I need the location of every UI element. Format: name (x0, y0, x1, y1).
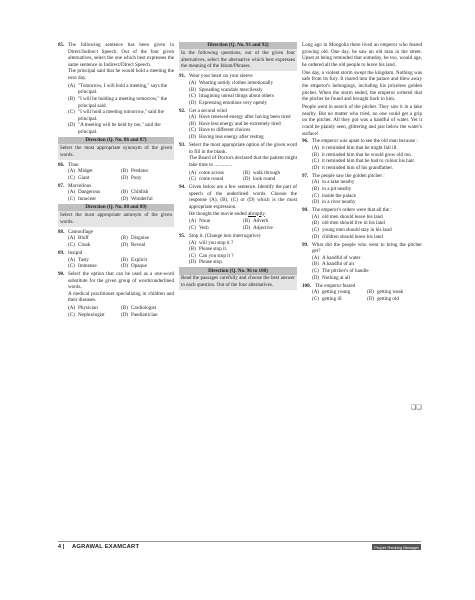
option-label: (A) (68, 189, 76, 196)
option-label: (C) (312, 192, 319, 199)
option-a (312, 289, 367, 296)
option-label: (B) (189, 86, 196, 93)
question-text: Insipid (68, 249, 83, 256)
option-label: (D) (312, 164, 320, 171)
option-label: (A) (189, 218, 197, 225)
option-text: Having less energy after resting (199, 134, 264, 141)
option-text: Can you stop it ? (199, 252, 234, 259)
option-c (68, 242, 121, 249)
option-label: (C) (68, 311, 75, 318)
column-3 (302, 42, 422, 304)
option-b (58, 96, 174, 109)
option-label: (A) (189, 79, 197, 86)
option-text: Have less energy and be extremely tired (199, 120, 281, 127)
page-footer (58, 541, 421, 551)
option-text: it reminded him that he had to colour his hair. (322, 158, 416, 165)
underlined-word: abruptly (248, 210, 265, 217)
option-label: (C) (312, 158, 319, 165)
question-text: Camouflage (68, 228, 93, 235)
option-label: (B) (121, 256, 128, 263)
option-label: (A) (68, 305, 76, 312)
option-text: Spreading scandals mercilessly (199, 86, 263, 93)
option-c (68, 196, 121, 203)
option-label: (C) (312, 226, 319, 233)
option-label: (B) (367, 289, 374, 296)
option-c (302, 158, 422, 165)
option-c (302, 193, 422, 200)
option-label: (A) (189, 114, 197, 121)
question-97 (302, 173, 422, 206)
option-label: (D) (189, 134, 197, 141)
option-a (302, 145, 422, 152)
passage-paragraph: People went in search of the pitcher. They saw it in a lake nearby. But no matter who tried, no one could get a grip on the pitcher. All they got was a handful of water. Yet it could be plainly seen, glittering and just below the water's surface! (302, 104, 422, 137)
option-label: (B) (312, 220, 319, 227)
option-b (179, 87, 297, 94)
option-text: Innocent (78, 196, 96, 202)
question-number: 90. (58, 271, 65, 278)
option-label: (B) (312, 186, 319, 193)
option-text: Please stop. (199, 259, 224, 266)
option-a (189, 218, 243, 225)
option-d (243, 176, 297, 183)
option-c (179, 93, 297, 100)
option-a (68, 235, 121, 242)
direction-text: Select the most appropriate synonym of the given words. (60, 145, 172, 158)
option-label: (D) (189, 99, 197, 106)
option-c (312, 296, 367, 303)
option-c (68, 175, 121, 182)
option-text: come across (199, 169, 225, 176)
question-text: Marvellous (68, 182, 92, 189)
option-text: Wonderful (131, 196, 153, 202)
option-label: (C) (189, 127, 196, 134)
question-number: 88. (58, 228, 65, 235)
option-c (58, 109, 174, 122)
option-c (302, 268, 422, 275)
option-label: (A) (189, 239, 197, 246)
question-98 (302, 207, 422, 240)
option-text: old men should leave his land (322, 213, 383, 220)
question-text: Wear your heart on your sleeve (189, 73, 253, 80)
question-text: The emperor feared (315, 282, 356, 289)
option-text: A handful of water (322, 254, 361, 261)
option-text: getting old (377, 295, 399, 302)
option-text: Immense (78, 263, 97, 270)
question-99 (302, 242, 422, 282)
question-93 (179, 142, 297, 183)
option-a (179, 114, 297, 121)
option-label: (C) (68, 109, 75, 116)
question-sentence: He thought the movie ended abruptly. (189, 210, 266, 217)
option-b (367, 289, 422, 296)
question-number: 92. (179, 107, 186, 114)
option-b (302, 152, 422, 159)
option-c (189, 176, 243, 183)
question-96 (302, 138, 422, 171)
option-label: (C) (68, 241, 75, 248)
question-text: The emperor's orders were that all the : (312, 207, 392, 214)
option-a (68, 305, 121, 312)
option-d (121, 196, 174, 203)
option-d (367, 296, 422, 303)
option-d (302, 199, 422, 206)
option-label: (A) (189, 169, 197, 176)
option-text: getting weak (377, 289, 404, 296)
option-text: it reminded him that he might fall ill. (322, 145, 398, 152)
option-label: (C) (189, 93, 196, 100)
option-text: The pitcher's of handle (322, 267, 369, 274)
option-label: (B) (121, 189, 128, 196)
option-text: Noun (199, 218, 211, 225)
option-text: Physician (78, 305, 98, 312)
option-b (121, 257, 174, 264)
question-86 (58, 162, 174, 182)
question-number: 95. (179, 232, 186, 239)
option-text: in a river nearby (322, 199, 356, 206)
option-a (302, 255, 422, 262)
option-text: Explicit (131, 256, 148, 263)
option-label: (A) (312, 145, 320, 152)
option-d (179, 134, 297, 141)
question-number: 96. (302, 138, 309, 145)
question-85 (58, 42, 174, 136)
option-c (189, 225, 243, 232)
option-b (121, 168, 174, 175)
question-number: 97. (302, 172, 309, 179)
direction-heading: Direction (Q. No. 86 and 87) (58, 137, 174, 144)
option-d (302, 165, 422, 172)
question-95 (179, 233, 297, 266)
option-text: children should leave his land (322, 233, 383, 240)
question-text: Stop it. (Change into interrogative) (189, 232, 261, 239)
option-text: Opaque (131, 263, 147, 270)
question-text: Select the most appropriate option of the given word to fill in the blank. (189, 142, 297, 155)
option-label: (C) (312, 267, 319, 274)
question-text: Given below are a few sentence. Identify the part of speech of the underlined words. Choose the response (A), (B), (C) or (D) which is the most appropriate expression. (189, 184, 297, 210)
option-text: Disguise (131, 235, 149, 242)
option-text: Midget (78, 168, 93, 175)
option-text: Reveal (131, 241, 146, 248)
option-text: Cloak (78, 241, 91, 248)
option-label: (D) (312, 199, 320, 206)
option-a (302, 214, 422, 221)
question-number: 91. (179, 73, 186, 80)
option-label: (A) (68, 235, 76, 242)
option-label: (D) (189, 259, 197, 266)
direction-text: In the following questions, out of the given four alternatives, select the alternative which best expresses the meaning of the Idiom/Phrases. (181, 50, 295, 70)
option-label: (A) (68, 256, 76, 263)
option-text: Bluff (78, 235, 89, 242)
option-b (302, 220, 422, 227)
column-2 (179, 42, 297, 292)
option-text: "I will hold a meeting tomorrow," said the principal. (78, 109, 164, 122)
question-text: Select the option that can be used as a one-word substitute for the given group of words/underlined words. (68, 271, 174, 291)
question-sentence: The principal said that he would hold a meeting the next day. (68, 68, 174, 81)
direction-heading: Direction (Q. No. 91 and 92) (179, 42, 297, 49)
question-number: 87. (58, 182, 65, 189)
question-text: The emperor was upset to see the old man because : (312, 138, 418, 145)
option-c (302, 227, 422, 234)
option-label: (D) (68, 122, 76, 129)
option-label: (B) (312, 261, 319, 268)
option-label: (D) (121, 196, 129, 202)
option-b (243, 170, 297, 177)
option-a (68, 168, 121, 175)
option-label: (C) (68, 263, 75, 270)
question-number: 100. (302, 282, 311, 289)
option-text: Please stop it. (199, 246, 228, 253)
option-text: it reminded him of his grandfather. (322, 164, 394, 171)
option-label: (D) (312, 233, 320, 240)
question-94 (179, 184, 297, 231)
option-b (302, 186, 422, 193)
option-label: (C) (68, 196, 75, 202)
option-label: (D) (121, 263, 129, 270)
option-d (179, 100, 297, 107)
option-text: getting ill (322, 295, 342, 302)
option-d (243, 225, 297, 232)
question-90 (58, 271, 174, 318)
option-a (179, 80, 297, 87)
option-label: (A) (68, 82, 76, 89)
question-91 (179, 73, 297, 106)
option-text: "I will be holding a meeting tomorrow," the principal said. (78, 95, 167, 109)
option-d (121, 175, 174, 182)
option-text: Adjective (253, 224, 273, 231)
passage-paragraph: Long ago in Mongolia there lived an emperor who feared growing old. One day, he saw an old man in the street. Upset at being reminded that someday, he too, would age, he ordered all the old people to leave his land. (302, 42, 422, 68)
question-text: The people saw the golden pitcher : (312, 172, 385, 179)
question-number: 94. (179, 184, 186, 191)
option-a (58, 83, 174, 96)
option-b (121, 189, 174, 196)
option-text: young men should stay in his land (322, 226, 392, 233)
question-88 (58, 229, 174, 249)
option-text: in a lake nearby (322, 179, 355, 186)
direction-text: Read the passages carefully and choose the best answer to each question. Out of the four alternatives. (181, 275, 295, 289)
option-d (121, 263, 174, 270)
option-label: (C) (189, 224, 196, 231)
option-label: (D) (243, 176, 251, 183)
option-text: in a pit nearby (322, 186, 352, 193)
option-text: Giant (78, 174, 90, 181)
direction-heading: Direction (Q. No. 88 and 89) (58, 204, 174, 211)
option-text: Dangerous (78, 189, 101, 196)
question-89 (58, 250, 174, 270)
option-label: (B) (121, 235, 128, 242)
option-b (121, 305, 174, 312)
option-label: (D) (367, 295, 375, 302)
option-text: Expressing emotions very openly (199, 99, 268, 106)
option-a (179, 240, 297, 247)
option-label: (B) (68, 95, 75, 102)
option-text: old men should live in his land (322, 220, 385, 227)
option-text: Tasty (78, 256, 89, 263)
option-text: Predator (131, 168, 149, 175)
option-c (179, 253, 297, 260)
question-100 (302, 283, 422, 303)
option-label: (C) (68, 174, 75, 181)
option-label: (C) (189, 252, 196, 259)
option-text: Verb (199, 224, 209, 231)
option-label: (B) (121, 305, 128, 312)
question-number: 98. (302, 207, 309, 214)
option-text: Have to different choices (199, 127, 251, 134)
question-number: 86. (58, 161, 65, 168)
option-d (121, 242, 174, 249)
option-label: (C) (189, 176, 196, 183)
option-d (121, 312, 174, 319)
question-text: The following sentence has been given in Direct/Indirect Speech. Out of the four given alternatives, select the one which best expresses the same sentence in Indirect/Direct Speech. (68, 42, 174, 68)
end-mark-icon: ❑❑ (411, 404, 422, 411)
passage-paragraph: One day, a violent storm swept the kingdom. Nothing was safe from its fury. It roared into the palace and blew away the emperor's belongings, including his priceless golden pitcher. When the storm ended, the emperor ordered that the pitcher be found and brought back to him. (302, 69, 422, 103)
option-text: Puny (131, 174, 142, 181)
option-text: getting young (322, 289, 351, 296)
option-text: will you stop it ? (199, 239, 234, 246)
option-label: (D) (121, 174, 129, 181)
option-text: Childish (131, 189, 149, 196)
option-d (179, 259, 297, 266)
option-text: A handful of air (322, 261, 355, 268)
option-text: it reminded him that he would grow old too. (322, 151, 413, 158)
option-a (302, 179, 422, 186)
option-text: Cardiologist (131, 305, 157, 312)
option-label: (B) (243, 169, 250, 176)
option-text: "A meeting will be held by me," said the principal. (78, 122, 161, 135)
option-b (121, 235, 174, 242)
option-d (58, 122, 174, 135)
option-text: Have renewed energy after having been tired (199, 114, 291, 121)
option-text: inside the palace (322, 192, 356, 199)
direction-text: Select the most appropriate antonym of the given words. (60, 212, 172, 225)
question-number: 85. (58, 42, 65, 48)
page-number: 4 | (58, 544, 65, 550)
option-d (302, 275, 422, 282)
question-sentence: The Board of Doctors declared that the patient might take time to .............. (189, 155, 297, 168)
option-b (302, 261, 422, 268)
option-label: (D) (312, 274, 320, 281)
option-text: Nephrologist (78, 311, 105, 318)
option-label: (A) (312, 254, 320, 261)
option-a (68, 189, 121, 196)
question-text: Titan (68, 161, 79, 168)
question-87 (58, 183, 174, 203)
question-number: 89. (58, 249, 65, 256)
option-b (179, 246, 297, 253)
option-label: (D) (121, 241, 129, 248)
brand-name: AGRAWAL EXAMCART (72, 544, 140, 550)
option-text: Imagining unreal things about others (199, 93, 274, 100)
direction-heading: Direction (Q. No. 96 to 100) (179, 267, 297, 274)
option-label: (D) (243, 224, 251, 231)
option-label: (B) (121, 168, 128, 175)
option-text: "Tomorrow, I will hold a meeting," says the principal. (78, 82, 168, 96)
option-text: come round (199, 176, 224, 183)
option-label: (A) (68, 168, 76, 175)
option-text: Paediatrician (131, 311, 158, 318)
option-label: (A) (312, 289, 320, 296)
option-label: (B) (312, 151, 319, 158)
option-label: (C) (312, 295, 319, 302)
question-text: What did the people who went to bring the pitcher get? (312, 241, 422, 255)
publisher-logo: Proper Ranking Manager (374, 544, 419, 550)
option-a (68, 257, 121, 264)
option-label: (B) (189, 246, 196, 253)
option-c (68, 263, 121, 270)
question-sentence: A medical practitioner specializing in children and their diseases. (68, 290, 174, 304)
option-text: walk through (253, 169, 281, 176)
option-text: Nothing at all (322, 274, 351, 281)
column-1 (58, 42, 174, 320)
option-label: (B) (189, 120, 196, 127)
option-label: (D) (121, 311, 129, 318)
option-c (68, 312, 121, 319)
option-d (302, 234, 422, 241)
option-text: look round (253, 176, 276, 183)
option-text: Wearing untidy clothes intentionally (199, 79, 274, 86)
option-label: (A) (312, 179, 320, 186)
question-number: 93. (179, 142, 186, 149)
question-number: 99. (302, 241, 309, 248)
option-text: Adverb (253, 218, 269, 225)
option-a (189, 170, 243, 177)
option-label: (A) (312, 213, 320, 220)
option-label: (B) (243, 218, 250, 225)
question-text: Get a second wind (189, 107, 227, 114)
option-b (243, 218, 297, 225)
question-92 (179, 108, 297, 141)
